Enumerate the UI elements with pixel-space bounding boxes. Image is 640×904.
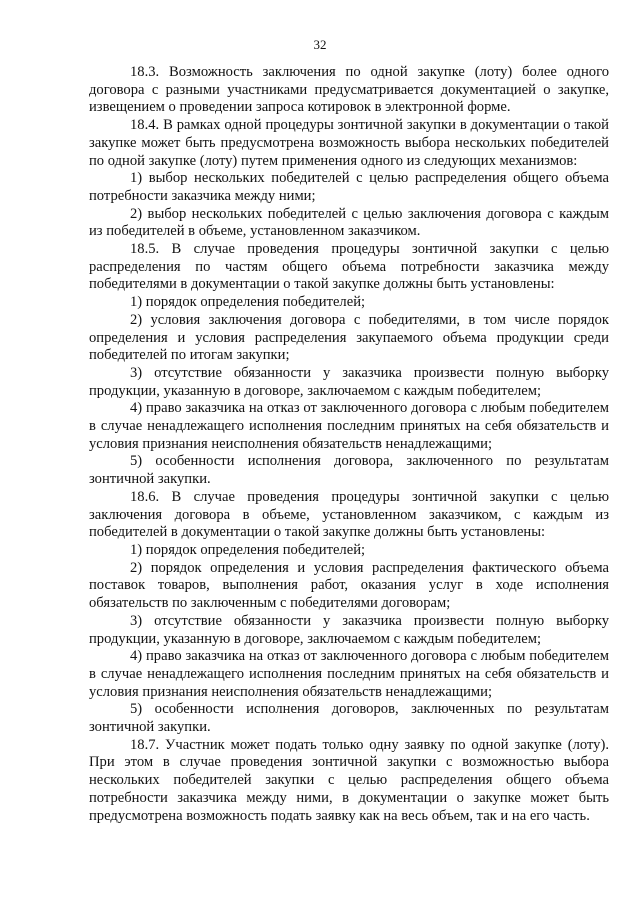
list-item: 4) право заказчика на отказ от заключенного договора с любым победителем в случае ненадлежащего исполнения последним принятых на себя обязательств и условия признания неисполнения обязательств ненадлежащими; <box>89 648 609 700</box>
list-item: 1) выбор нескольких победителей с целью распределения общего объема потребности заказчика между ними; <box>89 170 609 204</box>
list-item: 1) порядок определения победителей; <box>130 541 366 558</box>
document-body <box>89 64 609 825</box>
list-item: 5) особенности исполнения договоров, заключенных по результатам зонтичной закупки. <box>89 701 609 736</box>
paragraph-18-6: 18.6. В случае проведения процедуры зонтичной закупки с целью заключения договора в объеме, установленном заказчиком, с каждым из победителей в документации о такой закупке должны быть установлены: <box>89 488 609 541</box>
paragraph-18-7: 18.7. Участник может подать только одну заявку по одной закупке (лоту). При этом в случае проведения зонтичной закупки с возможностью выбора нескольких победителей закупки с целью распределения общего объема потребности заказчика между ними, в документации о закупке может быть предусмотрена возможность подать заявку как на весь объем, так и на его часть. <box>89 736 609 824</box>
list-item: 2) условия заключения договора с победителями, в том числе порядок определения и условия распределения закупаемого объема продукции среди победителей по итогам закупки; <box>89 311 609 364</box>
list-item: 3) отсутствие обязанности у заказчика произвести полную выборку продукции, указанную в договоре, заключаемом с каждым победителем; <box>89 612 609 647</box>
paragraph-18-5: 18.5. В случае проведения процедуры зонтичной закупки с целью распределения по частям общего объема потребности заказчика между победителями в документации о такой закупке должны быть установлены: <box>89 241 609 293</box>
list-item: 5) особенности исполнения договора, заключенного по результатам зонтичной закупки. <box>89 453 609 488</box>
paragraph-18-4: 18.4. В рамках одной процедуры зонтичной закупки в документации о такой закупке может быть предусмотрена возможность выбора нескольких победителей по одной закупке (лоту) путем применения одного из следующих механизмов: <box>89 117 609 169</box>
list-item: 4) право заказчика на отказ от заключенного договора с любым победителем в случае ненадлежащего исполнения последним принятых на себя обязательств и условия признания неисполнения обязательств ненадлежащими; <box>89 400 609 452</box>
list-item: 1) порядок определения победителей; <box>130 294 366 311</box>
paragraph-18-3: 18.3. Возможность заключения по одной закупке (лоту) более одного договора с разными участниками предусматривается документацией о закупке, извещением о проведении запроса котировок в электронной форме. <box>89 64 609 116</box>
list-item: 3) отсутствие обязанности у заказчика произвести полную выборку продукции, указанную в договоре, заключаемом с каждым победителем; <box>89 364 609 399</box>
list-item: 2) порядок определения и условия распределения фактического объема поставок товаров, выполнения работ, оказания услуг в ходе исполнения обязательств по заключенным с победителями договорам; <box>89 559 609 612</box>
page-number: 32 <box>313 37 327 52</box>
list-item: 2) выбор нескольких победителей с целью заключения договора с каждым из победителей в объеме, установленном заказчиком. <box>89 205 609 240</box>
